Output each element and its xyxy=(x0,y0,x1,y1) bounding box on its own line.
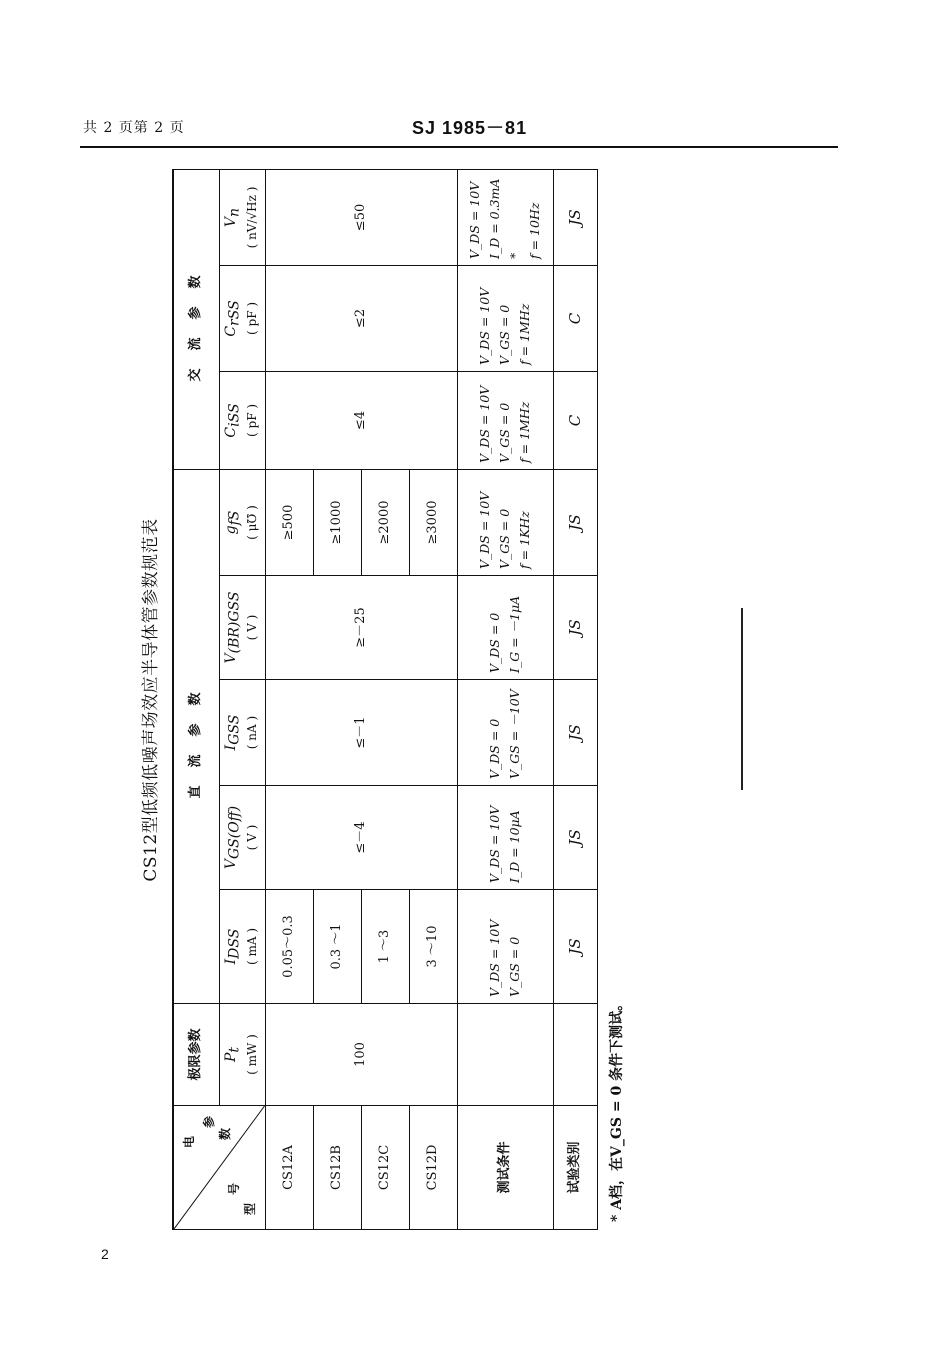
cond-line: I_D = 10μA xyxy=(507,810,522,883)
col-header-crss xyxy=(219,265,265,371)
cond-vgsoff xyxy=(457,786,553,890)
parameter-table xyxy=(172,169,598,1230)
cond-line: I_D = 0.3mA * xyxy=(487,178,522,259)
group-ac-params: 交流参数 xyxy=(173,169,219,469)
vgsoff-subscript: GS(Off) xyxy=(226,805,243,859)
model-cell: CS12D xyxy=(409,1106,457,1230)
cond-pt xyxy=(457,1004,553,1106)
page-number: 2 xyxy=(101,1246,109,1262)
crss-symbol: C xyxy=(222,325,239,337)
idss-subscript: DSS xyxy=(226,928,243,959)
col-header-pt xyxy=(219,1004,265,1106)
cond-line: V_DS = 10V xyxy=(477,491,492,569)
value-idss: 3 ～10 xyxy=(409,890,457,1004)
corner-label-model-1: 型 xyxy=(242,1202,257,1215)
vbr-symbol: V xyxy=(222,653,239,664)
col-header-vn xyxy=(219,169,265,265)
value-gfs: ≥3000 xyxy=(409,469,457,575)
column-header-row xyxy=(219,169,265,1229)
model-cell: CS12A xyxy=(265,1106,313,1230)
cond-vn xyxy=(457,169,553,265)
ciss-unit: ( pF ) xyxy=(245,403,260,437)
value-gfs: ≥2000 xyxy=(361,469,409,575)
corner-label-param-2: 数 xyxy=(218,1128,232,1141)
value-idss: 0.05～0.3 xyxy=(265,890,313,1004)
standard-code: SJ 1985－81 xyxy=(412,118,528,138)
cat-vgsoff: JS xyxy=(553,786,597,890)
value-idss: 1 ～3 xyxy=(361,890,409,1004)
vbr-unit: ( V ) xyxy=(245,614,260,641)
cond-line: V_GS = 0 xyxy=(497,304,512,365)
group-limit-params: 极限参数 xyxy=(173,1004,219,1106)
model-cell: CS12B xyxy=(313,1106,361,1230)
margin-rule xyxy=(741,608,743,790)
value-gfs: ≥1000 xyxy=(313,469,361,575)
col-header-ciss xyxy=(219,371,265,469)
page-count: 共 2 页第 2 页 xyxy=(83,120,185,136)
table-title: CS12型低频低噪声场效应半导体管参数规范表 xyxy=(141,518,161,882)
value-idss: 0.3 ～1 xyxy=(313,890,361,1004)
cond-line: V_GS = 0 xyxy=(507,936,522,997)
corner-header-cell xyxy=(173,1106,265,1230)
cond-line: V_DS = 10V xyxy=(487,805,502,883)
cat-crss: C xyxy=(553,265,597,371)
value-pt: 100 xyxy=(265,1004,457,1106)
cond-line: V_DS = 10V xyxy=(467,181,482,259)
conditions-row xyxy=(457,169,553,1229)
cat-gfs: JS xyxy=(553,469,597,575)
value-ciss: ≤4 xyxy=(265,371,457,469)
table-row xyxy=(265,169,313,1229)
vgsoff-unit: ( V ) xyxy=(245,824,260,851)
cond-line: V_GS = 0 xyxy=(497,508,512,569)
vn-symbol: V xyxy=(222,216,239,228)
col-header-vgsoff xyxy=(219,786,265,890)
cat-ciss: C xyxy=(553,371,597,469)
cond-ciss xyxy=(457,371,553,469)
cond-crss xyxy=(457,265,553,371)
pt-unit: ( mW ) xyxy=(245,1034,260,1075)
cat-pt xyxy=(553,1004,597,1106)
pt-subscript: t xyxy=(226,1046,243,1053)
value-igss: ≤－1 xyxy=(265,680,457,786)
category-row xyxy=(553,169,597,1229)
cond-line: V_DS = 0 xyxy=(487,718,502,779)
cond-line: V_GS = 0 xyxy=(497,402,512,463)
value-vn: ≤50 xyxy=(265,169,457,265)
footnote: * A档，在V_GS = 0 条件下测试。 xyxy=(609,996,625,1222)
cond-line: f = 1MHz xyxy=(517,401,532,463)
idss-unit: ( mA ) xyxy=(245,927,260,966)
crss-unit: ( pF ) xyxy=(245,301,260,335)
cat-idss: JS xyxy=(553,890,597,1004)
idss-symbol: I xyxy=(222,958,239,965)
vn-subscript: n xyxy=(226,207,243,217)
ciss-symbol: C xyxy=(222,426,239,438)
conditions-label: 测试条件 xyxy=(457,1106,553,1230)
cat-igss: JS xyxy=(553,680,597,786)
igss-subscript: GSS xyxy=(226,714,243,745)
group-dc-params: 直流参数 xyxy=(173,469,219,1003)
cond-gfs xyxy=(457,469,553,575)
cond-line: I_G = －1μA xyxy=(507,595,522,673)
cond-line: f = 1KHz xyxy=(517,511,532,569)
col-header-vbr xyxy=(219,576,265,680)
cond-line: V_DS = 0 xyxy=(487,612,502,673)
crss-subscript: rSS xyxy=(226,300,243,326)
cond-idss xyxy=(457,890,553,1004)
corner-label-model-2: 号 xyxy=(226,1182,241,1195)
corner-label-param-1: 参 xyxy=(202,1116,216,1129)
gfs-symbol: g xyxy=(222,525,239,535)
ciss-subscript: iSS xyxy=(226,403,243,427)
rotated-table-block xyxy=(138,170,625,1230)
cond-line: V_GS = －10V xyxy=(507,689,522,779)
header-rule xyxy=(80,146,838,148)
value-gfs: ≥500 xyxy=(265,469,313,575)
cond-line: f = 1MHz xyxy=(517,303,532,365)
value-vgsoff: ≤－4 xyxy=(265,786,457,890)
cond-vbr xyxy=(457,576,553,680)
value-crss: ≤2 xyxy=(265,265,457,371)
cond-line: V_DS = 10V xyxy=(487,919,502,997)
value-vbr: ≥－25 xyxy=(265,576,457,680)
igss-unit: ( nA ) xyxy=(245,715,260,750)
vbr-subscript: (BR)GSS xyxy=(226,591,243,654)
category-label: 试验类别 xyxy=(553,1106,597,1230)
igss-symbol: I xyxy=(222,744,239,751)
col-header-igss xyxy=(219,680,265,786)
cond-line: V_DS = 10V xyxy=(477,287,492,365)
corner-label-top: 电 xyxy=(182,1136,196,1149)
pt-symbol: P xyxy=(222,1052,239,1063)
cond-igss xyxy=(457,680,553,786)
model-cell: CS12C xyxy=(361,1106,409,1230)
col-header-idss xyxy=(219,890,265,1004)
vn-unit: ( nV/√Hz ) xyxy=(245,186,260,249)
cat-vn: JS xyxy=(553,169,597,265)
cond-line: f = 10Hz xyxy=(527,202,542,259)
cat-vbr: JS xyxy=(553,576,597,680)
gfs-subscript: fS xyxy=(226,510,243,526)
vgsoff-symbol: V xyxy=(222,859,239,870)
cond-line: V_DS = 10V xyxy=(477,385,492,463)
gfs-unit: ( μ℧ ) xyxy=(245,505,260,540)
col-header-gfs xyxy=(219,469,265,575)
